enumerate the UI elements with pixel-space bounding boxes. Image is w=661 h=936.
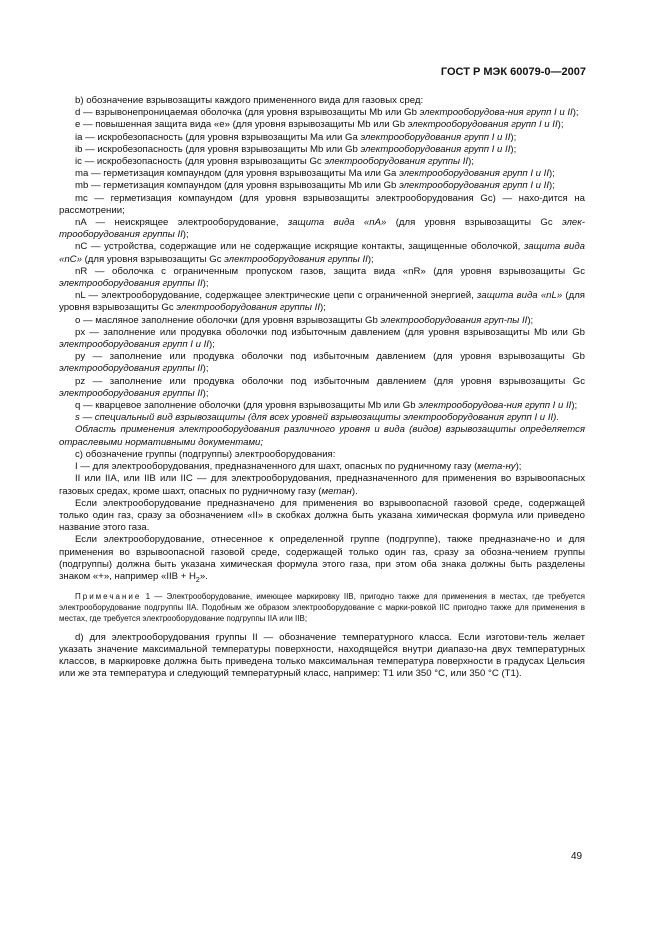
item-e: e — повышенная защита вида «e» (для уровня взрывозащиты Mb или Gb электрооборудования групп I и II); <box>75 119 564 131</box>
combined-marking-paragraph: Если электрооборудование, отнесенное к определенной группе (подгруппе), также предназначе-но и для применения во взрывоопасной газовой среде, содержащей только один газ, сразу за обозна-чением группы (подгруппы) должна быть указана химическая формула этого газа, при этом оба знака должны быть разделены знаком «+», например «IIB + $H_2$». <box>59 534 585 584</box>
item-nC: nC — устройства, содержащие или не содержащие искрящие контакты, защищенные оболочкой, защита вида «nC» (для уровня взрывозащиты Gc электрооборудования группы II); <box>59 241 585 265</box>
item-ib: ib — искробезопасность (для уровня взрывозащиты Mb или Gb электрооборудования групп I и II); <box>75 143 517 155</box>
item-pz: pz — заполнение или продувка оболочки под избыточным давлением (для уровня взрывозащиты Gc электрооборудования группы II); <box>59 375 585 399</box>
paragraph-c-intro: c) обозначение группы (подгруппы) электрооборудования: <box>75 448 336 460</box>
item-mb: mb — герметизация компаундом (для уровня взрывозащиты Mb или Gb электрооборудования групп I и II); <box>75 180 555 192</box>
item-nL: nL — электрооборудование, содержащее электрические цепи с ограниченной энергией, защита вида «nL» (для уровня взрывозащиты Gc электрооборудования группы II); <box>59 290 585 314</box>
item-nA: nA — неискрящее электрооборудование, защита вида «nA» (для уровня взрывозащиты Gc элек-трооборудования группы II); <box>59 217 585 241</box>
note-label: Примечание <box>75 592 142 602</box>
document-header: ГОСТ Р МЭК 60079-0—2007 <box>440 66 586 78</box>
note-1: Примечание 1 — Электрооборудование, имеющее маркировку IIB, пригодно также для применения в местах, где требуется электрооборудование подгруппы IIA. Подобным же образом электрооборудование с марки-ровкой IIC пригодно также для применения в местах, где требуется электрооборудование подгруппы IIA или IIB; <box>59 592 585 624</box>
specific-gas-paragraph: Если электрооборудование предназначено для применения во взрывоопасной газовой среде, содержащей только один газ, сразу за обозначением «II» в скобках должна быть указана химическая формула или приведено название этого газа. <box>59 497 585 534</box>
item-ma: ma — герметизация компаундом (для уровня взрывозащиты Ma или Ga электрооборудования групп I и II); <box>75 168 555 180</box>
item-ic: ic — искробезопасность (для уровня взрывозащиты Gc электрооборудования группы II); <box>75 156 474 168</box>
item-px: px — заполнение или продувка оболочки под избыточным давлением (для уровня взрывозащиты Mb или Gb электрооборудования групп I и II); <box>59 326 585 351</box>
page-number: 49 <box>571 851 583 862</box>
item-o: o — масляное заполнение оболочки (для уровня взрывозащиты Gb электрооборудования груп-пы II); <box>75 314 534 326</box>
item-s: s — специальный вид взрывозащиты (для всех уровней взрывозащиты электрооборудования групп I и II). <box>75 412 560 424</box>
paragraph-d-temperature: d) для электрооборудования группы II — обозначение температурного класса. Если изготови-тель желает указать значение максимальной температуры поверхности, находящейся внутри диапазо-на двух температурных классов, в маркировке должна быть приведена только максимальная температура поверхности в градусах Цельсия или же эта температура и следующий температурный класс, например: T1 или 350 °C, или 350 °C (T1). <box>59 631 585 680</box>
paragraph-b-intro: b) обозначение взрывозащиты каждого примененного вида для газовых сред: <box>75 95 424 106</box>
scope-paragraph: Область применения электрооборудования различного уровня и вида (видов) взрывозащиты определяется отраслевыми нормативными документами; <box>59 424 585 448</box>
group-II: II или IIA, или IIB или IIC — для электрооборудования, предназначенного для применения во взрывоопасных газовых средах, кроме шахт, опасных по рудничному газу (метан). <box>59 473 585 497</box>
item-py: py — заполнение или продувка оболочки под избыточным давлением (для уровня взрывозащиты Gb электрооборудования группы II); <box>59 351 585 375</box>
item-ia: ia — искробезопасность (для уровня взрывозащиты Ma или Ga электрооборудования групп I и II); <box>75 131 517 143</box>
group-I: I — для электрооборудования, предназначенного для шахт, опасных по рудничному газу (мета-ну); <box>75 461 522 473</box>
item-d: d — взрывонепроницаемая оболочка (для уровня взрывозащиты Mb или Gb электрооборудова-ния групп I и II); <box>75 107 579 119</box>
item-nR: nR — оболочка с ограниченным пропуском газов, защита вида «nR» (для уровня взрывозащиты Gc электрооборудования группы II); <box>59 265 585 290</box>
item-mc: mc — герметизация компаундом (для уровня взрывозащиты электрооборудования Gc) — нахо-дится на рассмотрении; <box>59 192 585 216</box>
item-q: q — кварцевое заполнение оболочки (для уровня взрывозащиты Mb или Gb электрооборудова-ния групп I и II); <box>75 400 578 412</box>
document-body <box>59 95 585 680</box>
